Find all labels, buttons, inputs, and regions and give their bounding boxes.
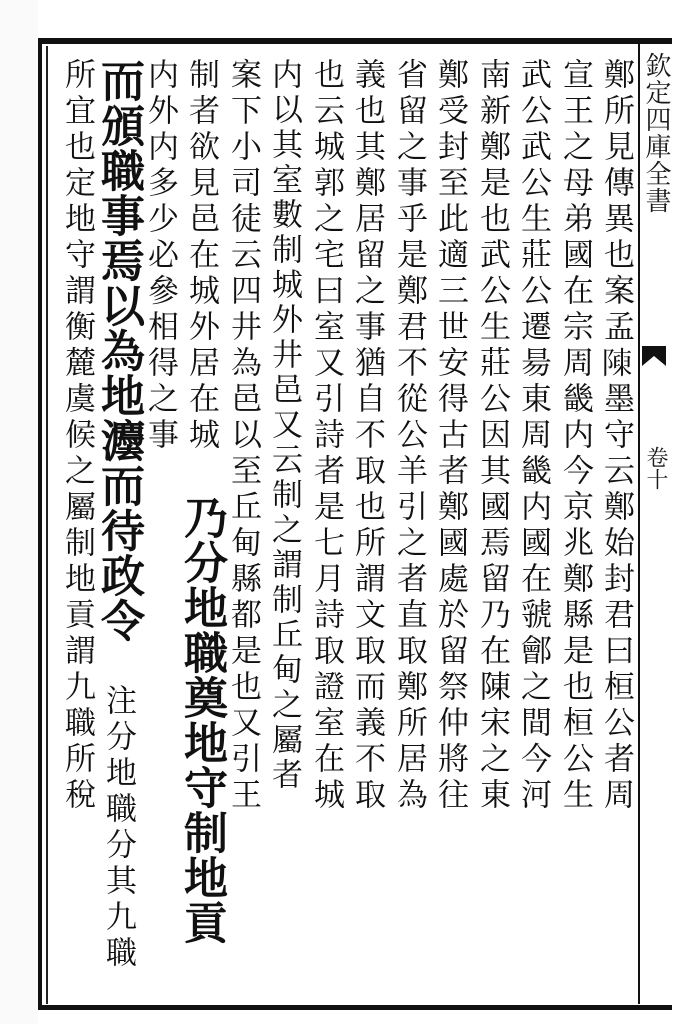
annotation-text: 制者欲見邑在城外居在城: [183, 58, 219, 454]
page-margin: [0, 0, 38, 1024]
text-column-11: [176, 58, 227, 996]
text-column-10: [223, 58, 263, 814]
text-column-2: 宣王之母弟國在宗周畿内今京兆鄭縣是也桓公生: [557, 58, 593, 814]
main-text: 乃分地職奠地守制地貢: [176, 495, 227, 945]
book-margin-strip: [638, 44, 671, 1004]
text-column-6: 省留之事乎是鄭君不從公羊引之者直取鄭所居為: [391, 58, 427, 814]
annotation-text: 内外内多少必參相得之事: [142, 58, 178, 454]
annotation-text: 注分地職分其九職: [100, 684, 136, 972]
text-column-13: [93, 58, 144, 996]
text-column-3: 武公武公生莊公遷昜東周畿内國在虢鄶之間今河: [515, 58, 551, 814]
text-column-14: 所宜也定地守謂衡麓虞候之屬制地貢謂九職所稅: [59, 58, 95, 814]
frame-inner-rule: [46, 46, 48, 1004]
text-column-12: [140, 58, 180, 578]
text-column-5: 鄭受封至此適三世安得古者鄭國處於留祭仲將往: [432, 58, 468, 814]
fishtail-mark-icon: [640, 342, 668, 370]
juan-number: 卷十: [643, 446, 668, 490]
text-column-9: 内以其室數制城外井邑又云制之謂制丘甸之屬者: [266, 58, 302, 793]
text-column-1: 鄭所見傳異也案孟𨻰墨守云鄭始封君曰桓公者周: [598, 58, 634, 814]
text-column-4: 南新鄭是也武公生莊公因其國焉留乃在陳宋之東: [474, 58, 510, 814]
text-column-8: 也云城郭之宅曰室又引詩者是七月詩取證室在城: [308, 58, 344, 814]
book-title: 欽定四庫全書: [641, 52, 671, 214]
main-text: 而頒職事焉以為地灋而待政令: [93, 58, 144, 643]
text-column-7: 義也其鄭居留之事猶自不取也所謂文取而義不取: [349, 58, 385, 814]
annotation-text: 案下小司徒云四井為邑以至丘甸縣都是也又引王: [225, 58, 261, 814]
